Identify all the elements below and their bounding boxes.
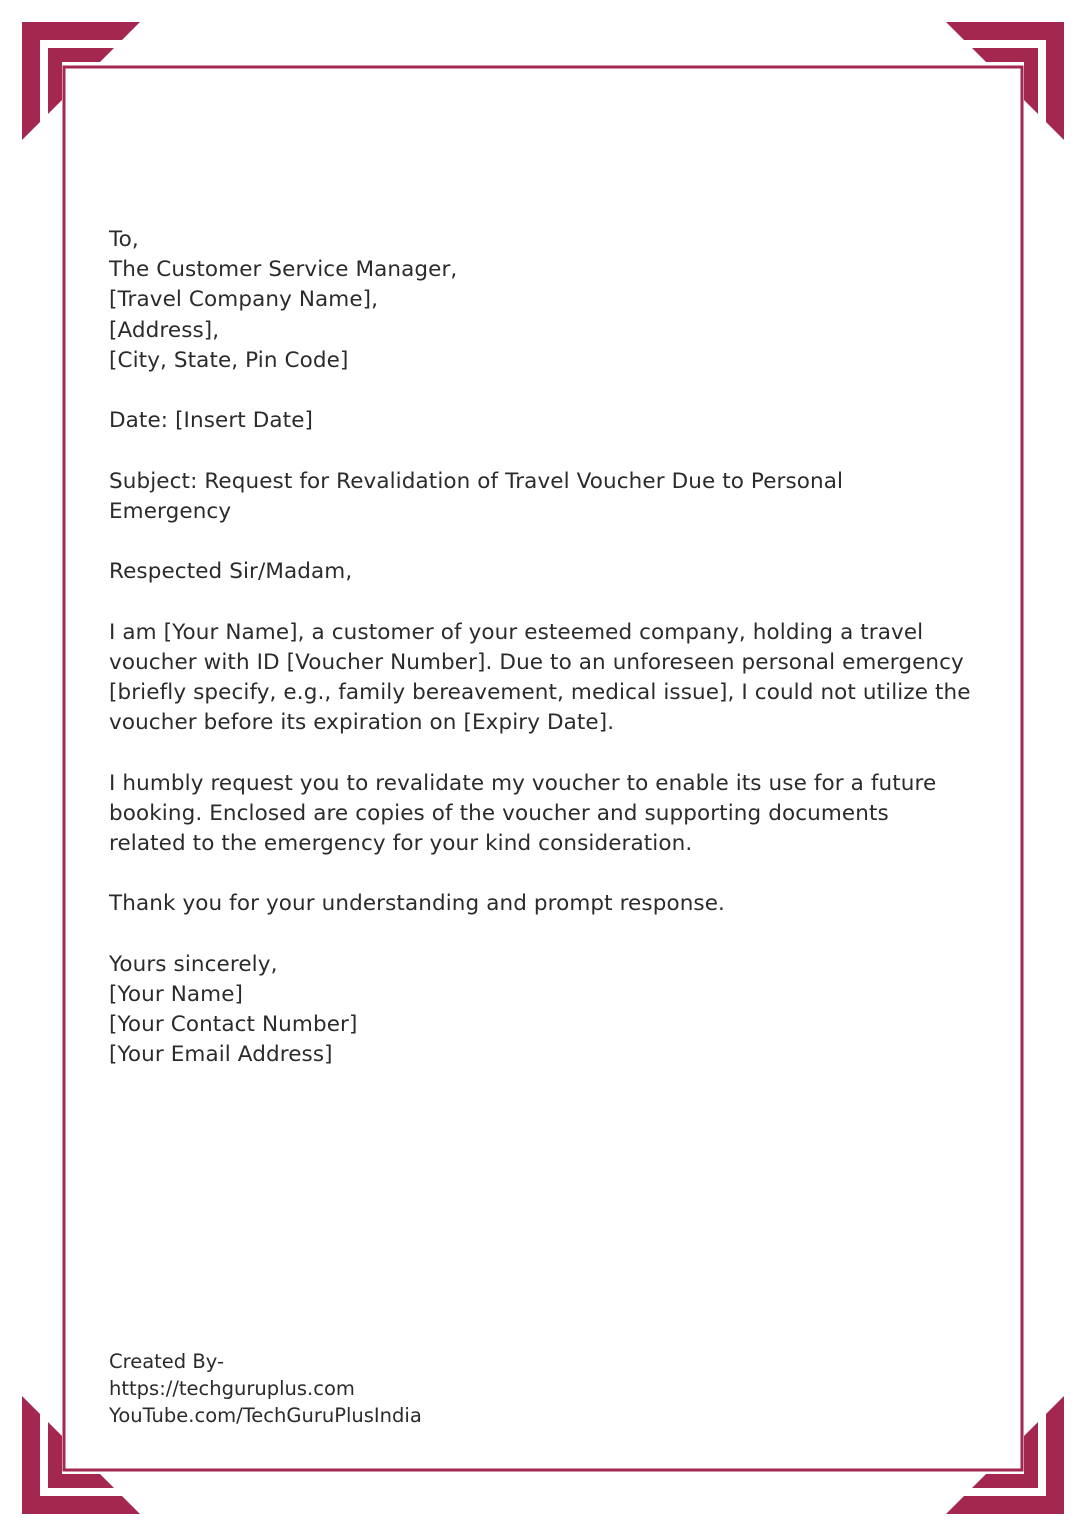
body-paragraph-1: I am [Your Name], a customer of your esteemed company, holding a travel voucher with ID [Voucher Number]. Due to an unforeseen personal emergency [briefly specify, e.g., family bereavement, medical issue], I could not utilize the voucher before its expiration on [Expiry Date]. <box>109 619 971 736</box>
recipient-block <box>109 225 989 376</box>
letter-body <box>109 225 989 1101</box>
recipient-title: The Customer Service Manager, <box>109 257 458 283</box>
recipient-city: [City, State, Pin Code] <box>109 347 349 373</box>
closing-sign-off: Yours sincerely, <box>109 951 278 977</box>
recipient-to: To, <box>109 227 139 252</box>
closing-block <box>109 950 989 1071</box>
footer-youtube-link[interactable]: YouTube.com/TechGuruPlusIndia <box>109 1404 422 1427</box>
corner-ornament-top-left <box>22 22 140 140</box>
footer-website-link[interactable]: https://techguruplus.com <box>109 1377 355 1400</box>
body-paragraph-3: Thank you for your understanding and prompt response. <box>109 891 725 917</box>
letter-date: Date: [Insert Date] <box>109 408 314 434</box>
recipient-company: [Travel Company Name], <box>109 287 379 313</box>
recipient-address: [Address], <box>109 317 220 343</box>
footer-credits <box>109 1348 422 1429</box>
closing-contact: [Your Contact Number] <box>109 1012 358 1038</box>
letter-subject: Subject: Request for Revalidation of Travel Voucher Due to Personal Emergency <box>109 468 844 524</box>
letter-salutation: Respected Sir/Madam, <box>109 559 353 585</box>
corner-ornament-bottom-right <box>946 1396 1064 1514</box>
body-paragraph-2: I humbly request you to revalidate my voucher to enable its use for a future booking. Enclosed are copies of the voucher and supporting documents related to the emergency for your kind consideration. <box>109 770 937 856</box>
closing-name: [Your Name] <box>109 981 244 1007</box>
corner-ornament-top-right <box>946 22 1064 140</box>
footer-created-by: Created By- <box>109 1350 224 1373</box>
closing-email: [Your Email Address] <box>109 1042 333 1068</box>
